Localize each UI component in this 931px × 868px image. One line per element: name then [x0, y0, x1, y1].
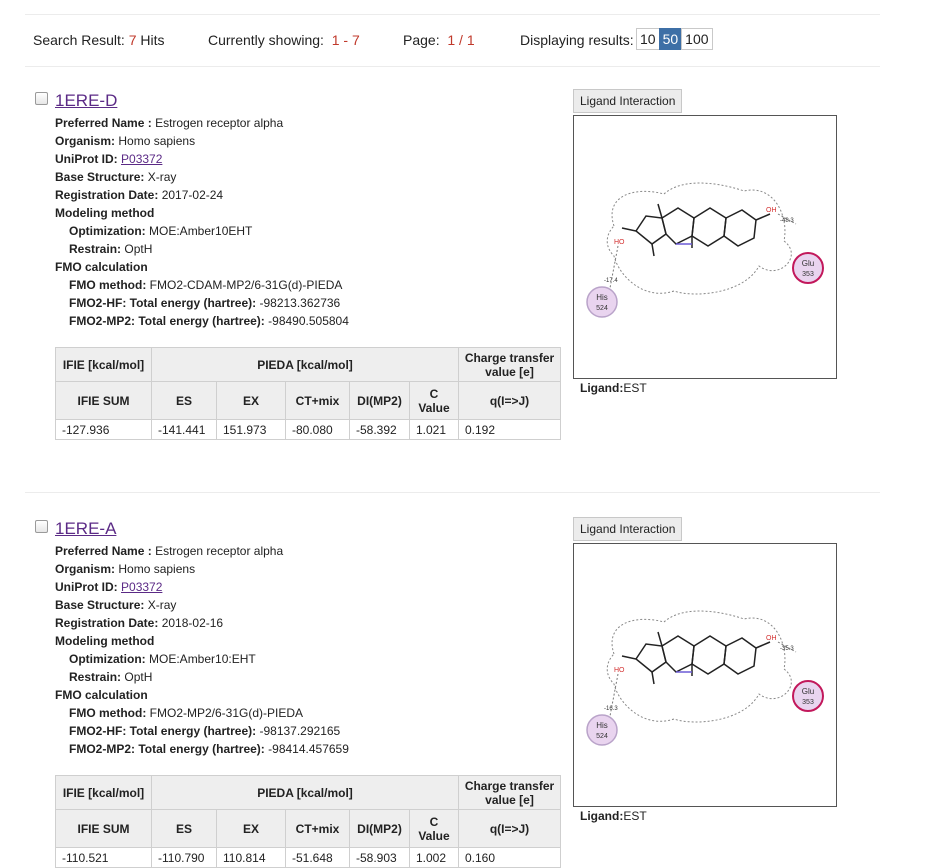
fmo2-mp2-value: -98490.505804 — [268, 314, 349, 328]
ctmix-cell: -80.080 — [286, 420, 350, 440]
c-value-header: C Value — [410, 810, 459, 848]
entry-title-link[interactable]: 1ERE-A — [55, 519, 117, 538]
modeling-method-heading: Modeling method — [55, 634, 155, 648]
his-distance-label: -17.4 — [604, 278, 618, 284]
glu-residue-name: Glu — [801, 259, 815, 268]
restrain-row: Restrain: OptH — [69, 242, 153, 256]
ho-atom-label: HO — [614, 667, 625, 674]
charge-transfer-header: Charge transfer value [e] — [459, 776, 561, 810]
fmo-method-row: FMO method: FMO2-MP2/6-31G(d)-PIEDA — [69, 706, 304, 720]
q-cell: 0.192 — [459, 420, 561, 440]
glu-residue-circle — [793, 253, 823, 283]
search-summary-bar — [25, 30, 880, 67]
base-structure-row: Base Structure: X-ray — [55, 170, 177, 184]
c-value-cell: 1.002 — [410, 848, 459, 868]
es-header: ES — [152, 810, 217, 848]
oh-atom-label: OH — [766, 207, 777, 214]
ligand-surface-contour — [607, 183, 791, 294]
restrain-value: OptH — [124, 242, 153, 256]
select-checkbox[interactable] — [35, 520, 48, 533]
base-structure-row: Base Structure: X-ray — [55, 598, 177, 612]
ligand-interaction-diagram — [573, 115, 837, 379]
table-subheader-row — [56, 810, 561, 848]
search-result-text: Search Result: 7 Hits — [33, 32, 165, 48]
ex-cell: 110.814 — [217, 848, 286, 868]
fmo-calculation-heading: FMO calculation — [55, 688, 148, 702]
page-value: 1 / 1 — [447, 32, 475, 48]
ifie-sum-cell: -127.936 — [56, 420, 152, 440]
ex-cell: 151.973 — [217, 420, 286, 440]
ctmix-cell: -51.648 — [286, 848, 350, 868]
es-cell: -141.441 — [152, 420, 217, 440]
ligand-value: EST — [623, 809, 647, 823]
glu-distance-label: -35.3 — [780, 646, 794, 652]
preferred-name-value: Estrogen receptor alpha — [155, 116, 284, 130]
steroid-skeleton — [636, 632, 756, 684]
fmo2-hf-row: FMO2-HF: Total energy (hartree): -98213.362736 — [69, 296, 341, 310]
fmo2-mp2-value: -98414.457659 — [268, 742, 349, 756]
organism-row: Organism: Homo sapiens — [55, 562, 196, 576]
di-mp2-cell: -58.392 — [350, 420, 410, 440]
registration-date-value: 2017-02-24 — [161, 188, 224, 202]
organism-value: Homo sapiens — [118, 134, 196, 148]
preferred-name-row: Preferred Name : Estrogen receptor alpha — [55, 544, 284, 558]
his-residue-circle — [587, 287, 617, 317]
glu-residue-number: 353 — [802, 699, 814, 706]
q-header: q(I=>J) — [459, 810, 561, 848]
registration-date-row: Registration Date: 2017-02-24 — [55, 188, 224, 202]
fmo2-hf-value: -98137.292165 — [259, 724, 341, 738]
optimization-value: MOE:Amber10EHT — [149, 224, 253, 238]
fmo2-hf-row: FMO2-HF: Total energy (hartree): -98137.292165 — [69, 724, 341, 738]
c-value-cell: 1.021 — [410, 420, 459, 440]
uniprot-link[interactable]: P03372 — [121, 580, 163, 594]
currently-showing: Currently showing: 1 - 7 — [208, 32, 360, 48]
table-header-row — [56, 348, 561, 382]
q-cell: 0.160 — [459, 848, 561, 868]
per-page-100-button[interactable]: 100 — [681, 28, 712, 50]
results-per-page — [637, 28, 713, 50]
entry-info — [55, 542, 349, 758]
ligand-interaction-diagram — [573, 543, 837, 807]
optimization-row: Optimization: MOE:Amber10EHT — [69, 224, 253, 238]
hits-count: 7 — [128, 32, 137, 48]
fmo-method-value: FMO2-CDAM-MP2/6-31G(d)-PIEDA — [149, 278, 343, 292]
fmo2-mp2-row: FMO2-MP2: Total energy (hartree): -98490.505804 — [69, 314, 349, 328]
restrain-row: Restrain: OptH — [69, 670, 153, 684]
showing-range: 1 - 7 — [331, 32, 360, 48]
ligand-caption: Ligand:EST — [580, 381, 647, 395]
ho-atom-label: HO — [614, 239, 625, 246]
q-header: q(I=>J) — [459, 382, 561, 420]
ligand-diagram-svg — [574, 544, 836, 806]
ifie-sum-cell: -110.521 — [56, 848, 152, 868]
his-distance-label: -16.3 — [604, 706, 618, 712]
modeling-method-heading: Modeling method — [55, 206, 155, 220]
glu-distance-label: -48.3 — [780, 218, 794, 224]
hydroxyl-bond — [756, 642, 770, 648]
registration-date-row: Registration Date: 2018-02-16 — [55, 616, 224, 630]
his-residue-number: 524 — [596, 733, 608, 740]
di-mp2-header: DI(MP2) — [350, 810, 410, 848]
restrain-value: OptH — [124, 670, 153, 684]
es-cell: -110.790 — [152, 848, 217, 868]
ctmix-header: CT+mix — [286, 382, 350, 420]
select-checkbox[interactable] — [35, 92, 48, 105]
pieda-header: PIEDA [kcal/mol] — [152, 348, 459, 382]
energy-table — [55, 347, 561, 440]
page-indicator: Page: 1 / 1 — [403, 32, 475, 48]
steroid-skeleton — [636, 204, 756, 256]
optimization-row: Optimization: MOE:Amber10:EHT — [69, 652, 256, 666]
hydroxyl-bond-2 — [622, 228, 636, 231]
fmo-method-row: FMO method: FMO2-CDAM-MP2/6-31G(d)-PIEDA — [69, 278, 343, 292]
uniprot-link[interactable]: P03372 — [121, 152, 163, 166]
ex-header: EX — [217, 382, 286, 420]
entry-info — [55, 114, 349, 330]
glu-residue-name: Glu — [801, 687, 815, 696]
organism-row: Organism: Homo sapiens — [55, 134, 196, 148]
his-residue-circle — [587, 715, 617, 745]
fmo2-mp2-row: FMO2-MP2: Total energy (hartree): -98414.457659 — [69, 742, 349, 756]
uniprot-row: UniProt ID: P03372 — [55, 152, 163, 166]
table-header-row — [56, 776, 561, 810]
fmo-method-value: FMO2-MP2/6-31G(d)-PIEDA — [149, 706, 304, 720]
ligand-caption: Ligand:EST — [580, 809, 647, 823]
di-mp2-cell: -58.903 — [350, 848, 410, 868]
ifie-header: IFIE [kcal/mol] — [56, 348, 152, 382]
oh-atom-label: OH — [766, 635, 777, 642]
his-residue-name: His — [596, 721, 608, 730]
glu-residue-number: 353 — [802, 271, 814, 278]
hydroxyl-bond-2 — [622, 656, 636, 659]
table-row — [56, 848, 561, 868]
preferred-name-value: Estrogen receptor alpha — [155, 544, 284, 558]
his-residue-number: 524 — [596, 305, 608, 312]
table-subheader-row — [56, 382, 561, 420]
per-page-10-button[interactable]: 10 — [636, 28, 660, 50]
optimization-value: MOE:Amber10:EHT — [149, 652, 256, 666]
ligand-value: EST — [623, 381, 647, 395]
hydroxyl-bond — [756, 214, 770, 220]
es-header: ES — [152, 382, 217, 420]
charge-transfer-header: Charge transfer value [e] — [459, 348, 561, 382]
registration-date-value: 2018-02-16 — [161, 616, 224, 630]
uniprot-row: UniProt ID: P03372 — [55, 580, 163, 594]
per-page-50-button[interactable]: 50 — [659, 28, 683, 50]
organism-value: Homo sapiens — [118, 562, 196, 576]
glu-residue-circle — [793, 681, 823, 711]
energy-table — [55, 775, 561, 868]
his-residue-name: His — [596, 293, 608, 302]
ifie-sum-header: IFIE SUM — [56, 810, 152, 848]
ligand-interaction-button[interactable]: Ligand Interaction — [573, 89, 682, 113]
di-mp2-header: DI(MP2) — [350, 382, 410, 420]
fmo-calculation-heading: FMO calculation — [55, 260, 148, 274]
c-value-header: C Value — [410, 382, 459, 420]
displaying-results-label: Displaying results: — [520, 32, 634, 48]
ex-header: EX — [217, 810, 286, 848]
base-structure-value: X-ray — [147, 598, 177, 612]
table-row — [56, 420, 561, 440]
ligand-diagram-svg — [574, 116, 836, 378]
ligand-interaction-button[interactable]: Ligand Interaction — [573, 517, 682, 541]
ctmix-header: CT+mix — [286, 810, 350, 848]
fmo2-hf-value: -98213.362736 — [259, 296, 341, 310]
entry-divider — [25, 492, 880, 493]
ligand-surface-contour — [607, 611, 791, 722]
top-divider — [25, 14, 880, 15]
ifie-sum-header: IFIE SUM — [56, 382, 152, 420]
entry-title-link[interactable]: 1ERE-D — [55, 91, 118, 110]
pieda-header: PIEDA [kcal/mol] — [152, 776, 459, 810]
base-structure-value: X-ray — [147, 170, 177, 184]
preferred-name-row: Preferred Name : Estrogen receptor alpha — [55, 116, 284, 130]
ifie-header: IFIE [kcal/mol] — [56, 776, 152, 810]
